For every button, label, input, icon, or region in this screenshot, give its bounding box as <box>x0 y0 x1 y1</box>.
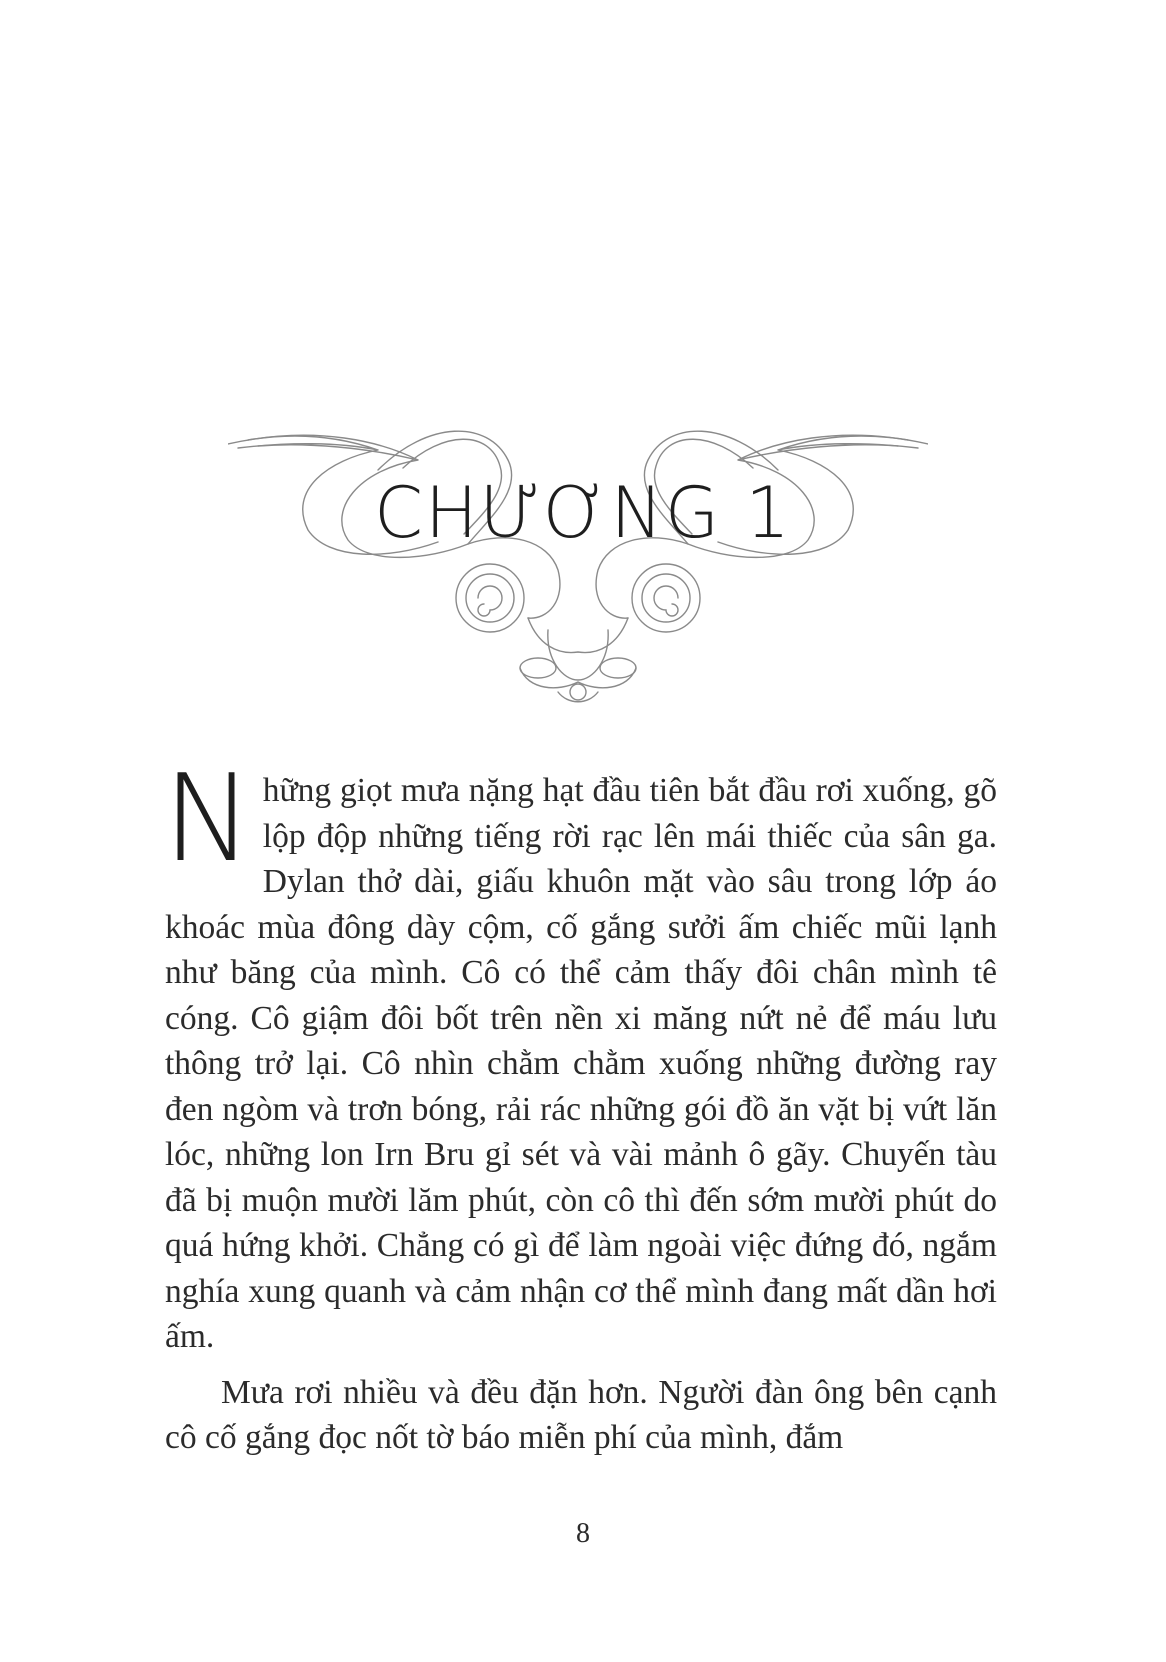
paragraph-1-text: hững giọt mưa nặng hạt đầu tiên bắt đầu rơi xuống, gõ lộp độp những tiếng rời rạc lên mái thiếc của sân ga. Dylan thở dài, giấu khuôn mặt vào sâu trong lớp áo khoác mùa đông dày cộm, cố gắng sưởi ấm chiếc mũi lạnh như băng của mình. Cô có thể cảm thấy đôi chân mình tê cóng. Cô giậm đôi bốt trên nền xi măng nứt nẻ để máu lưu thông trở lại. Cô nhìn chằm chằm xuống những đường ray đen ngòm và trơn bóng, rải rác những gói đồ ăn vặt bị vứt lăn lóc, những lon Irn Bru gỉ sét và vài mảnh ô gãy. Chuyến tàu đã bị muộn mười lăm phút, còn cô thì đến sớm mười phút do quá hứng khởi. Chẳng có gì để làm ngoài việc đứng đó, ngắm nghía xung quanh và cảm nhận cơ thể mình đang mất dần hơi ấm. <box>165 772 997 1355</box>
paragraph-1 <box>163 750 997 1360</box>
drop-cap: N <box>163 750 253 889</box>
chapter-title: CHƯƠNG 1 <box>374 472 792 554</box>
chapter-body <box>163 750 997 1461</box>
paragraph-2: Mưa rơi nhiều và đều đặn hơn. Người đàn ông bên cạnh cô cố gắng đọc nốt tờ báo miễn phí của mình, đắm <box>165 1373 997 1456</box>
page-number: 8 <box>576 1518 590 1549</box>
